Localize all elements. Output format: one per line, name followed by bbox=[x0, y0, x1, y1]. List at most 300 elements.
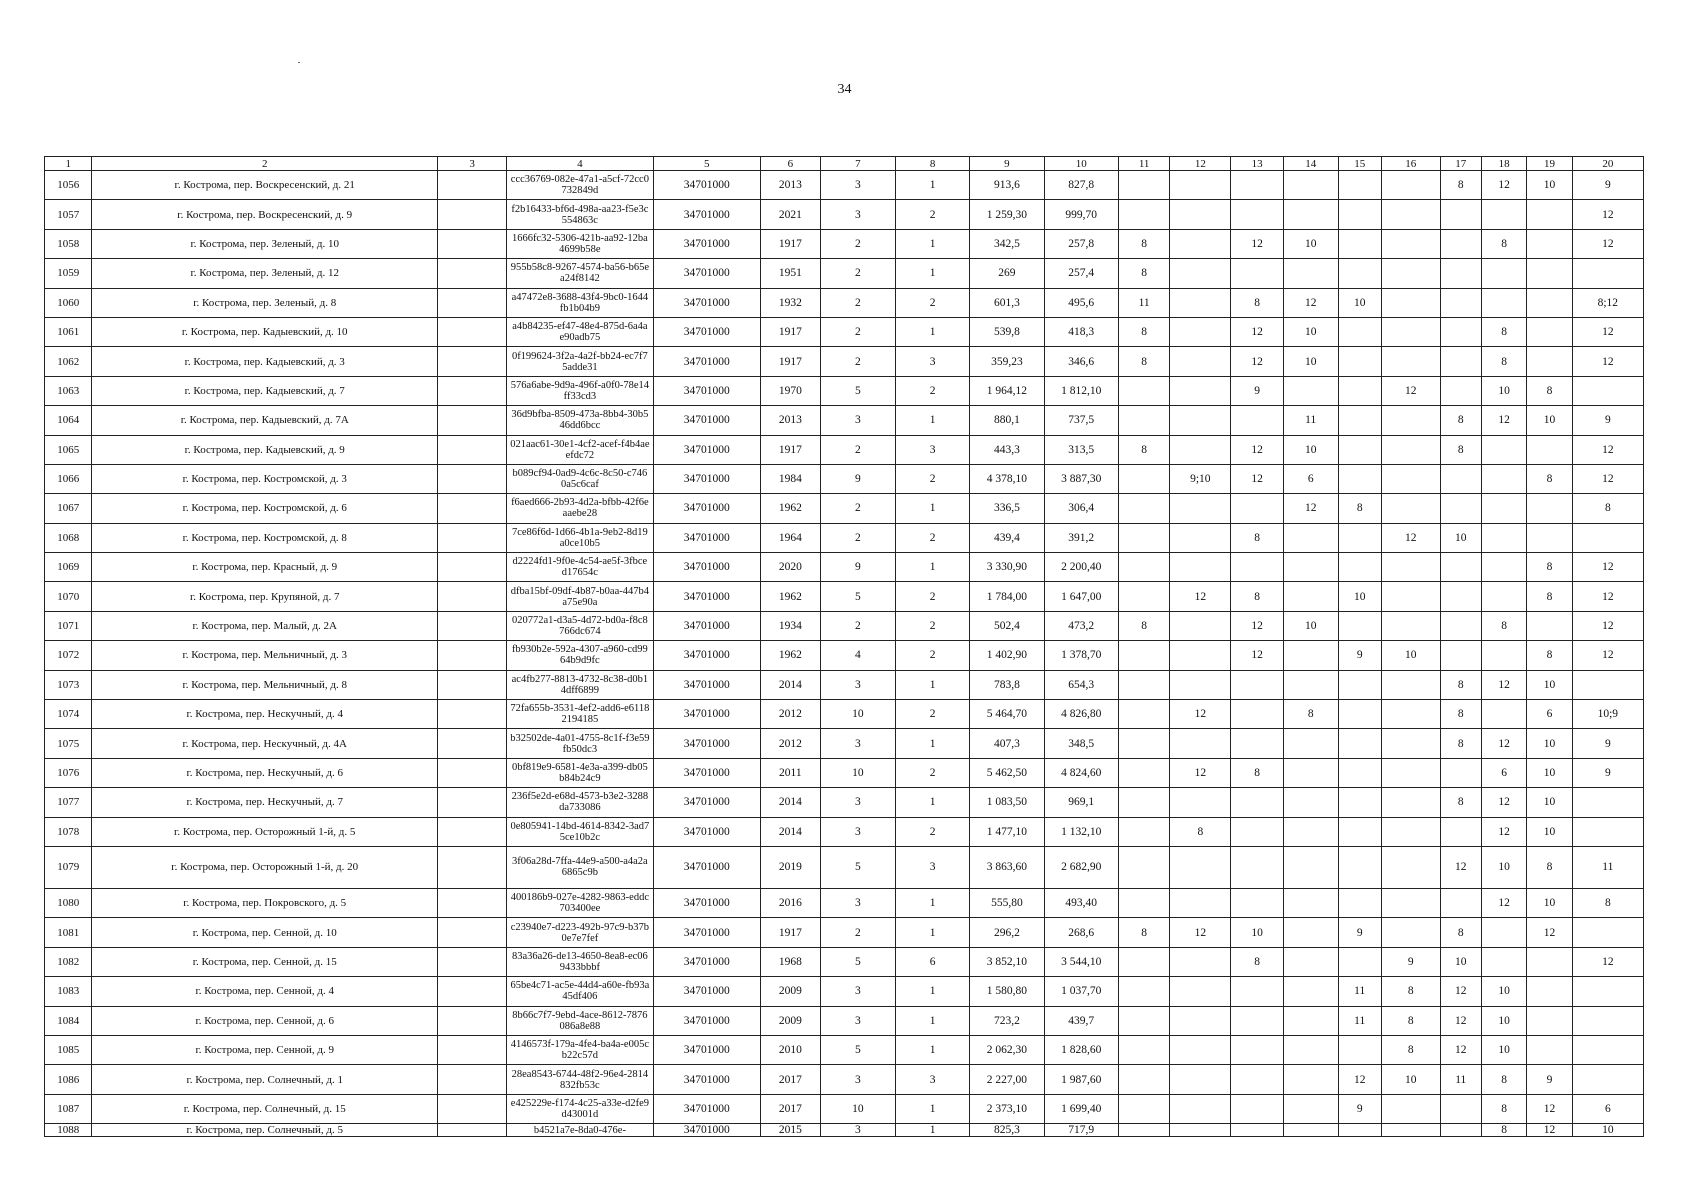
value-cell-col-10: 3 544,10 bbox=[1044, 947, 1118, 976]
table-row bbox=[45, 200, 1644, 229]
value-cell-col-17 bbox=[1440, 611, 1481, 640]
value-cell-col-9: 269 bbox=[970, 259, 1044, 288]
value-cell-col-7: 3 bbox=[820, 817, 895, 846]
value-cell-col-11 bbox=[1118, 523, 1170, 552]
value-cell-col-18: 10 bbox=[1481, 1006, 1526, 1035]
value-cell-col-7: 3 bbox=[820, 670, 895, 699]
address-cell: г. Кострома, пер. Воскресенский, д. 9 bbox=[92, 200, 438, 229]
value-cell-col-9: 555,80 bbox=[970, 888, 1044, 917]
value-cell-col-7: 2 bbox=[820, 317, 895, 346]
value-cell-col-12 bbox=[1170, 670, 1231, 699]
value-cell-col-13 bbox=[1231, 259, 1284, 288]
value-cell-col-12 bbox=[1170, 947, 1231, 976]
scan-speck bbox=[298, 62, 300, 63]
value-cell-col-3 bbox=[438, 846, 507, 888]
value-cell-col-18: 8 bbox=[1481, 229, 1526, 258]
value-cell-col-12 bbox=[1170, 846, 1231, 888]
value-cell-col-15 bbox=[1338, 729, 1381, 758]
value-cell-col-8: 2 bbox=[896, 758, 970, 787]
value-cell-col-5: 34701000 bbox=[653, 846, 760, 888]
value-cell-col-13: 12 bbox=[1231, 317, 1284, 346]
value-cell-col-11: 11 bbox=[1118, 288, 1170, 317]
value-cell-col-3 bbox=[438, 788, 507, 817]
value-cell-col-6: 1917 bbox=[760, 435, 820, 464]
value-cell-col-10: 439,7 bbox=[1044, 1006, 1118, 1035]
value-cell-col-8: 1 bbox=[896, 553, 970, 582]
value-cell-col-7: 5 bbox=[820, 947, 895, 976]
table-row bbox=[45, 582, 1644, 611]
value-cell-col-14: 8 bbox=[1283, 700, 1338, 729]
value-cell-col-17: 12 bbox=[1440, 846, 1481, 888]
value-cell-col-9: 407,3 bbox=[970, 729, 1044, 758]
value-cell-col-16 bbox=[1381, 464, 1440, 493]
value-cell-col-18: 10 bbox=[1481, 977, 1526, 1006]
address-cell: г. Кострома, пер. Солнечный, д. 1 bbox=[92, 1065, 438, 1094]
value-cell-col-18: 12 bbox=[1481, 729, 1526, 758]
value-cell-col-9: 783,8 bbox=[970, 670, 1044, 699]
value-cell-col-3 bbox=[438, 1124, 507, 1137]
value-cell-col-7: 3 bbox=[820, 200, 895, 229]
value-cell-col-8: 6 bbox=[896, 947, 970, 976]
value-cell-col-11 bbox=[1118, 1065, 1170, 1094]
value-cell-col-16 bbox=[1381, 888, 1440, 917]
row-number-cell: 1082 bbox=[45, 947, 92, 976]
value-cell-col-20 bbox=[1572, 1035, 1643, 1064]
value-cell-col-8: 1 bbox=[896, 1006, 970, 1035]
row-number-cell: 1086 bbox=[45, 1065, 92, 1094]
value-cell-col-13: 8 bbox=[1231, 582, 1284, 611]
value-cell-col-17: 8 bbox=[1440, 700, 1481, 729]
table-row bbox=[45, 700, 1644, 729]
value-cell-col-8: 2 bbox=[896, 523, 970, 552]
value-cell-col-8: 1 bbox=[896, 1035, 970, 1064]
value-cell-col-10: 495,6 bbox=[1044, 288, 1118, 317]
value-cell-col-14 bbox=[1283, 553, 1338, 582]
value-cell-col-13: 12 bbox=[1231, 464, 1284, 493]
column-header-3: 3 bbox=[438, 157, 507, 171]
value-cell-col-8: 3 bbox=[896, 435, 970, 464]
value-cell-col-8: 2 bbox=[896, 582, 970, 611]
value-cell-col-20: 8 bbox=[1572, 494, 1643, 523]
column-header-6: 6 bbox=[760, 157, 820, 171]
value-cell-col-19 bbox=[1527, 1035, 1572, 1064]
value-cell-col-3 bbox=[438, 611, 507, 640]
guid-cell: 8b66c7f7-9ebd-4ace-8612-7876086a8e88 bbox=[507, 1006, 653, 1035]
value-cell-col-3 bbox=[438, 641, 507, 670]
value-cell-col-13: 8 bbox=[1231, 523, 1284, 552]
table-row bbox=[45, 1006, 1644, 1035]
value-cell-col-12 bbox=[1170, 229, 1231, 258]
value-cell-col-10: 391,2 bbox=[1044, 523, 1118, 552]
guid-cell: d2224fd1-9f0e-4c54-ae5f-3fbced17654c bbox=[507, 553, 653, 582]
value-cell-col-11 bbox=[1118, 947, 1170, 976]
value-cell-col-6: 1951 bbox=[760, 259, 820, 288]
address-cell: г. Кострома, пер. Зеленый, д. 12 bbox=[92, 259, 438, 288]
guid-cell: 72fa655b-3531-4ef2-add6-e61182194185 bbox=[507, 700, 653, 729]
value-cell-col-5: 34701000 bbox=[653, 347, 760, 376]
value-cell-col-13: 10 bbox=[1231, 918, 1284, 947]
row-number-cell: 1059 bbox=[45, 259, 92, 288]
value-cell-col-16 bbox=[1381, 918, 1440, 947]
value-cell-col-15 bbox=[1338, 700, 1381, 729]
value-cell-col-13: 8 bbox=[1231, 758, 1284, 787]
value-cell-col-10: 257,8 bbox=[1044, 229, 1118, 258]
address-cell: г. Кострома, пер. Сенной, д. 15 bbox=[92, 947, 438, 976]
value-cell-col-3 bbox=[438, 918, 507, 947]
value-cell-col-17 bbox=[1440, 888, 1481, 917]
address-cell: г. Кострома, пер. Малый, д. 2А bbox=[92, 611, 438, 640]
value-cell-col-3 bbox=[438, 317, 507, 346]
value-cell-col-20: 9 bbox=[1572, 171, 1643, 200]
value-cell-col-14: 10 bbox=[1283, 347, 1338, 376]
value-cell-col-3 bbox=[438, 977, 507, 1006]
value-cell-col-13 bbox=[1231, 406, 1284, 435]
value-cell-col-19 bbox=[1527, 523, 1572, 552]
column-header-11: 11 bbox=[1118, 157, 1170, 171]
value-cell-col-5: 34701000 bbox=[653, 229, 760, 258]
value-cell-col-19: 8 bbox=[1527, 376, 1572, 405]
value-cell-col-15 bbox=[1338, 817, 1381, 846]
value-cell-col-9: 913,6 bbox=[970, 171, 1044, 200]
value-cell-col-19 bbox=[1527, 977, 1572, 1006]
value-cell-col-7: 2 bbox=[820, 347, 895, 376]
value-cell-col-18 bbox=[1481, 494, 1526, 523]
row-number-cell: 1081 bbox=[45, 918, 92, 947]
value-cell-col-17 bbox=[1440, 817, 1481, 846]
value-cell-col-9: 296,2 bbox=[970, 918, 1044, 947]
value-cell-col-19: 6 bbox=[1527, 700, 1572, 729]
value-cell-col-17: 8 bbox=[1440, 406, 1481, 435]
value-cell-col-20 bbox=[1572, 376, 1643, 405]
value-cell-col-14 bbox=[1283, 1094, 1338, 1123]
value-cell-col-16: 8 bbox=[1381, 1006, 1440, 1035]
value-cell-col-14 bbox=[1283, 846, 1338, 888]
value-cell-col-18: 10 bbox=[1481, 1035, 1526, 1064]
address-cell: г. Кострома, пер. Красный, д. 9 bbox=[92, 553, 438, 582]
value-cell-col-11: 8 bbox=[1118, 611, 1170, 640]
column-header-16: 16 bbox=[1381, 157, 1440, 171]
address-cell: г. Кострома, пер. Солнечный, д. 15 bbox=[92, 1094, 438, 1123]
value-cell-col-16: 8 bbox=[1381, 977, 1440, 1006]
value-cell-col-8: 3 bbox=[896, 846, 970, 888]
value-cell-col-7: 10 bbox=[820, 700, 895, 729]
value-cell-col-3 bbox=[438, 1035, 507, 1064]
value-cell-col-7: 3 bbox=[820, 788, 895, 817]
value-cell-col-18: 8 bbox=[1481, 347, 1526, 376]
value-cell-col-5: 34701000 bbox=[653, 376, 760, 405]
value-cell-col-18: 12 bbox=[1481, 888, 1526, 917]
value-cell-col-7: 3 bbox=[820, 171, 895, 200]
value-cell-col-13: 12 bbox=[1231, 229, 1284, 258]
value-cell-col-14: 10 bbox=[1283, 435, 1338, 464]
value-cell-col-10: 4 826,80 bbox=[1044, 700, 1118, 729]
value-cell-col-15: 10 bbox=[1338, 582, 1381, 611]
guid-cell: 83a36a26-de13-4650-8ea8-ec069433bbbf bbox=[507, 947, 653, 976]
table-row bbox=[45, 171, 1644, 200]
value-cell-col-19: 10 bbox=[1527, 729, 1572, 758]
value-cell-col-12 bbox=[1170, 888, 1231, 917]
value-cell-col-7: 10 bbox=[820, 758, 895, 787]
value-cell-col-12: 12 bbox=[1170, 700, 1231, 729]
value-cell-col-15 bbox=[1338, 347, 1381, 376]
table-row bbox=[45, 888, 1644, 917]
value-cell-col-20: 12 bbox=[1572, 611, 1643, 640]
value-cell-col-8: 2 bbox=[896, 288, 970, 317]
table-row bbox=[45, 1065, 1644, 1094]
address-cell: г. Кострома, пер. Нескучный, д. 4А bbox=[92, 729, 438, 758]
value-cell-col-10: 346,6 bbox=[1044, 347, 1118, 376]
value-cell-col-18: 12 bbox=[1481, 406, 1526, 435]
value-cell-col-17 bbox=[1440, 347, 1481, 376]
column-header-5: 5 bbox=[653, 157, 760, 171]
value-cell-col-8: 2 bbox=[896, 641, 970, 670]
value-cell-col-19 bbox=[1527, 200, 1572, 229]
value-cell-col-13 bbox=[1231, 1065, 1284, 1094]
value-cell-col-10: 1 987,60 bbox=[1044, 1065, 1118, 1094]
value-cell-col-15 bbox=[1338, 200, 1381, 229]
column-header-1: 1 bbox=[45, 157, 92, 171]
value-cell-col-6: 2016 bbox=[760, 888, 820, 917]
value-cell-col-6: 2011 bbox=[760, 758, 820, 787]
value-cell-col-6: 2020 bbox=[760, 553, 820, 582]
value-cell-col-17 bbox=[1440, 464, 1481, 493]
address-cell: г. Кострома, пер. Сенной, д. 4 bbox=[92, 977, 438, 1006]
value-cell-col-5: 34701000 bbox=[653, 523, 760, 552]
table-row bbox=[45, 817, 1644, 846]
value-cell-col-6: 1934 bbox=[760, 611, 820, 640]
value-cell-col-16 bbox=[1381, 347, 1440, 376]
value-cell-col-10: 268,6 bbox=[1044, 918, 1118, 947]
value-cell-col-6: 1917 bbox=[760, 347, 820, 376]
address-cell: г. Кострома, пер. Кадыевский, д. 7 bbox=[92, 376, 438, 405]
value-cell-col-14: 12 bbox=[1283, 494, 1338, 523]
value-cell-col-8: 1 bbox=[896, 729, 970, 758]
address-cell: г. Кострома, пер. Воскресенский, д. 21 bbox=[92, 171, 438, 200]
value-cell-col-9: 4 378,10 bbox=[970, 464, 1044, 493]
value-cell-col-15 bbox=[1338, 611, 1381, 640]
value-cell-col-19: 10 bbox=[1527, 406, 1572, 435]
value-cell-col-18 bbox=[1481, 523, 1526, 552]
value-cell-col-19: 10 bbox=[1527, 788, 1572, 817]
column-header-2: 2 bbox=[92, 157, 438, 171]
table-row bbox=[45, 846, 1644, 888]
value-cell-col-16: 8 bbox=[1381, 1035, 1440, 1064]
guid-cell: ac4fb277-8813-4732-8c38-d0b14dff6899 bbox=[507, 670, 653, 699]
table-row bbox=[45, 376, 1644, 405]
value-cell-col-20: 12 bbox=[1572, 200, 1643, 229]
value-cell-col-5: 34701000 bbox=[653, 435, 760, 464]
value-cell-col-14 bbox=[1283, 977, 1338, 1006]
value-cell-col-18: 12 bbox=[1481, 171, 1526, 200]
value-cell-col-8: 1 bbox=[896, 1124, 970, 1137]
value-cell-col-11: 8 bbox=[1118, 229, 1170, 258]
value-cell-col-8: 1 bbox=[896, 406, 970, 435]
value-cell-col-10: 306,4 bbox=[1044, 494, 1118, 523]
value-cell-col-3 bbox=[438, 553, 507, 582]
value-cell-col-14 bbox=[1283, 888, 1338, 917]
value-cell-col-20: 12 bbox=[1572, 317, 1643, 346]
value-cell-col-9: 601,3 bbox=[970, 288, 1044, 317]
value-cell-col-17: 10 bbox=[1440, 523, 1481, 552]
value-cell-col-3 bbox=[438, 523, 507, 552]
value-cell-col-12 bbox=[1170, 494, 1231, 523]
value-cell-col-18 bbox=[1481, 700, 1526, 729]
value-cell-col-10: 1 132,10 bbox=[1044, 817, 1118, 846]
address-cell: г. Кострома, пер. Кадыевский, д. 9 bbox=[92, 435, 438, 464]
value-cell-col-3 bbox=[438, 435, 507, 464]
value-cell-col-18 bbox=[1481, 200, 1526, 229]
value-cell-col-6: 1962 bbox=[760, 641, 820, 670]
value-cell-col-10: 2 682,90 bbox=[1044, 846, 1118, 888]
address-cell: г. Кострома, пер. Зеленый, д. 10 bbox=[92, 229, 438, 258]
value-cell-col-9: 2 373,10 bbox=[970, 1094, 1044, 1123]
value-cell-col-8: 1 bbox=[896, 788, 970, 817]
value-cell-col-10: 1 812,10 bbox=[1044, 376, 1118, 405]
value-cell-col-9: 5 462,50 bbox=[970, 758, 1044, 787]
value-cell-col-9: 1 964,12 bbox=[970, 376, 1044, 405]
value-cell-col-15 bbox=[1338, 846, 1381, 888]
table-row bbox=[45, 317, 1644, 346]
value-cell-col-15 bbox=[1338, 1124, 1381, 1137]
value-cell-col-13 bbox=[1231, 846, 1284, 888]
value-cell-col-12 bbox=[1170, 553, 1231, 582]
address-cell: г. Кострома, пер. Кадыевский, д. 7А bbox=[92, 406, 438, 435]
value-cell-col-10: 737,5 bbox=[1044, 406, 1118, 435]
column-header-20: 20 bbox=[1572, 157, 1643, 171]
value-cell-col-11 bbox=[1118, 817, 1170, 846]
value-cell-col-14 bbox=[1283, 1006, 1338, 1035]
value-cell-col-13 bbox=[1231, 553, 1284, 582]
value-cell-col-16 bbox=[1381, 1094, 1440, 1123]
page-number: 34 bbox=[837, 82, 852, 97]
value-cell-col-20 bbox=[1572, 788, 1643, 817]
guid-cell: 236f5e2d-e68d-4573-b3e2-3288da733086 bbox=[507, 788, 653, 817]
value-cell-col-20: 10;9 bbox=[1572, 700, 1643, 729]
column-header-12: 12 bbox=[1170, 157, 1231, 171]
value-cell-col-20: 12 bbox=[1572, 947, 1643, 976]
value-cell-col-11 bbox=[1118, 553, 1170, 582]
row-number-cell: 1070 bbox=[45, 582, 92, 611]
value-cell-col-12 bbox=[1170, 788, 1231, 817]
value-cell-col-9: 1 580,80 bbox=[970, 977, 1044, 1006]
value-cell-col-18 bbox=[1481, 947, 1526, 976]
value-cell-col-3 bbox=[438, 494, 507, 523]
value-cell-col-16 bbox=[1381, 817, 1440, 846]
value-cell-col-17 bbox=[1440, 582, 1481, 611]
value-cell-col-13 bbox=[1231, 788, 1284, 817]
value-cell-col-19: 10 bbox=[1527, 817, 1572, 846]
value-cell-col-20: 6 bbox=[1572, 1094, 1643, 1123]
value-cell-col-15 bbox=[1338, 464, 1381, 493]
value-cell-col-16: 10 bbox=[1381, 1065, 1440, 1094]
row-number-cell: 1061 bbox=[45, 317, 92, 346]
table-row bbox=[45, 464, 1644, 493]
table-row bbox=[45, 347, 1644, 376]
value-cell-col-11: 8 bbox=[1118, 918, 1170, 947]
value-cell-col-8: 3 bbox=[896, 1065, 970, 1094]
value-cell-col-9: 825,3 bbox=[970, 1124, 1044, 1137]
value-cell-col-5: 34701000 bbox=[653, 288, 760, 317]
value-cell-col-12 bbox=[1170, 406, 1231, 435]
row-number-cell: 1074 bbox=[45, 700, 92, 729]
value-cell-col-16 bbox=[1381, 846, 1440, 888]
value-cell-col-17 bbox=[1440, 288, 1481, 317]
guid-cell: a47472e8-3688-43f4-9bc0-1644fb1b04b9 bbox=[507, 288, 653, 317]
value-cell-col-20 bbox=[1572, 1065, 1643, 1094]
value-cell-col-11 bbox=[1118, 494, 1170, 523]
value-cell-col-11 bbox=[1118, 1006, 1170, 1035]
value-cell-col-13: 12 bbox=[1231, 435, 1284, 464]
value-cell-col-12 bbox=[1170, 347, 1231, 376]
value-cell-col-16: 12 bbox=[1381, 376, 1440, 405]
value-cell-col-20: 9 bbox=[1572, 729, 1643, 758]
table-row bbox=[45, 1035, 1644, 1064]
value-cell-col-7: 2 bbox=[820, 288, 895, 317]
guid-cell: f6aed666-2b93-4d2a-bfbb-42f6eaaebe28 bbox=[507, 494, 653, 523]
value-cell-col-14 bbox=[1283, 918, 1338, 947]
value-cell-col-20: 12 bbox=[1572, 641, 1643, 670]
table-row bbox=[45, 758, 1644, 787]
value-cell-col-12 bbox=[1170, 435, 1231, 464]
value-cell-col-17: 8 bbox=[1440, 918, 1481, 947]
value-cell-col-12 bbox=[1170, 977, 1231, 1006]
row-number-cell: 1080 bbox=[45, 888, 92, 917]
value-cell-col-13: 12 bbox=[1231, 641, 1284, 670]
row-number-cell: 1065 bbox=[45, 435, 92, 464]
value-cell-col-5: 34701000 bbox=[653, 582, 760, 611]
value-cell-col-10: 418,3 bbox=[1044, 317, 1118, 346]
value-cell-col-8: 2 bbox=[896, 700, 970, 729]
guid-cell: a4b84235-ef47-48e4-875d-6a4ae90adb75 bbox=[507, 317, 653, 346]
value-cell-col-16 bbox=[1381, 494, 1440, 523]
value-cell-col-7: 2 bbox=[820, 259, 895, 288]
value-cell-col-10: 717,9 bbox=[1044, 1124, 1118, 1137]
value-cell-col-15: 10 bbox=[1338, 288, 1381, 317]
value-cell-col-8: 1 bbox=[896, 888, 970, 917]
table-row bbox=[45, 435, 1644, 464]
value-cell-col-5: 34701000 bbox=[653, 171, 760, 200]
address-cell: г. Кострома, пер. Нескучный, д. 6 bbox=[92, 758, 438, 787]
value-cell-col-3 bbox=[438, 670, 507, 699]
table-row bbox=[45, 259, 1644, 288]
value-cell-col-9: 336,5 bbox=[970, 494, 1044, 523]
value-cell-col-17 bbox=[1440, 259, 1481, 288]
address-cell: г. Кострома, пер. Нескучный, д. 7 bbox=[92, 788, 438, 817]
value-cell-col-14 bbox=[1283, 582, 1338, 611]
value-cell-col-5: 34701000 bbox=[653, 788, 760, 817]
value-cell-col-13 bbox=[1231, 200, 1284, 229]
value-cell-col-7: 5 bbox=[820, 376, 895, 405]
value-cell-col-9: 1 259,30 bbox=[970, 200, 1044, 229]
value-cell-col-8: 2 bbox=[896, 376, 970, 405]
value-cell-col-12 bbox=[1170, 1065, 1231, 1094]
value-cell-col-11 bbox=[1118, 641, 1170, 670]
value-cell-col-13: 9 bbox=[1231, 376, 1284, 405]
row-number-cell: 1069 bbox=[45, 553, 92, 582]
value-cell-col-5: 34701000 bbox=[653, 1006, 760, 1035]
address-cell: г. Кострома, пер. Кадыевский, д. 3 bbox=[92, 347, 438, 376]
value-cell-col-11 bbox=[1118, 200, 1170, 229]
value-cell-col-11 bbox=[1118, 582, 1170, 611]
value-cell-col-13 bbox=[1231, 700, 1284, 729]
address-cell: г. Кострома, пер. Сенной, д. 6 bbox=[92, 1006, 438, 1035]
value-cell-col-18: 8 bbox=[1481, 611, 1526, 640]
value-cell-col-8: 1 bbox=[896, 977, 970, 1006]
value-cell-col-8: 2 bbox=[896, 611, 970, 640]
guid-cell: 28ea8543-6744-48f2-96e4-2814832fb53c bbox=[507, 1065, 653, 1094]
value-cell-col-5: 34701000 bbox=[653, 817, 760, 846]
value-cell-col-17 bbox=[1440, 641, 1481, 670]
